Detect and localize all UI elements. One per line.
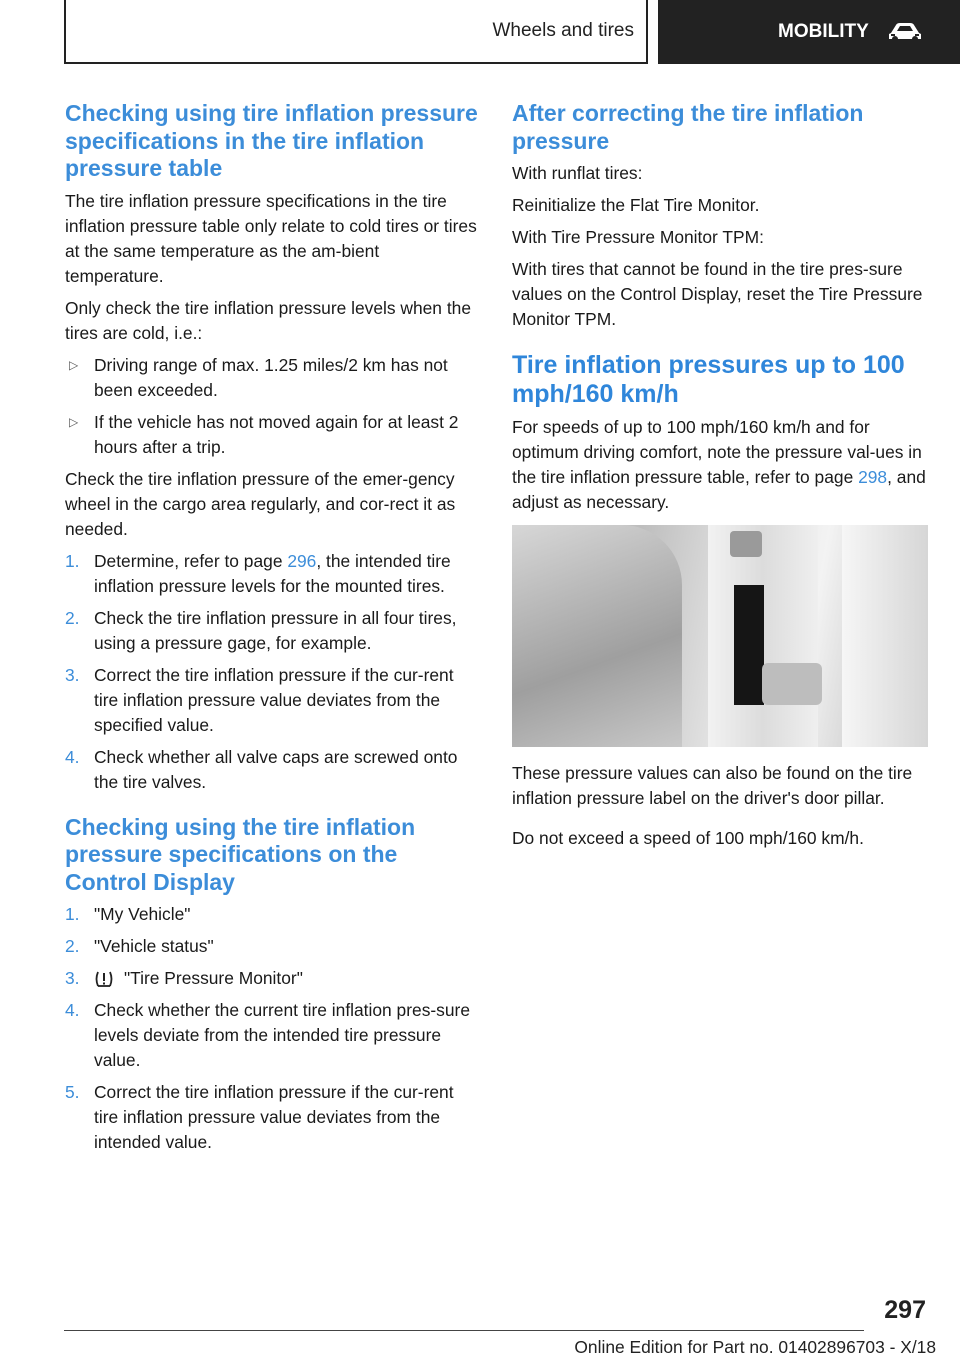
footer-text: Online Edition for Part no. 01402896703 - X/18 [574, 1337, 936, 1357]
door-edge-shape [842, 525, 928, 747]
paragraph [512, 415, 928, 515]
step-item [65, 998, 481, 1073]
right-column [512, 100, 928, 858]
step-text: Correct the tire inflation pressure if the cur-rent tire inflation pressure value deviates from the intended value. [94, 1082, 454, 1152]
step-text: "Tire Pressure Monitor" [124, 968, 303, 988]
heading-display-check: Checking using the tire inflation pressure specifications on the Control Display [65, 813, 416, 895]
list-item-text: If the vehicle has not moved again for at least 2 hours after a trip. [94, 411, 459, 457]
list-item [65, 410, 481, 460]
step-number: 1. [65, 550, 80, 571]
step-text: Check whether all valve caps are screwed onto the tire valves. [94, 746, 458, 792]
step-item [65, 745, 481, 795]
left-column [65, 100, 481, 1162]
seat-shape [512, 525, 682, 747]
step-text: , the intended tire inflation pressure levels for the mounted tires. [94, 550, 451, 596]
heading-pressures-100mph: Tire inflation pressures up to 100 mph/160 km/h [512, 351, 905, 408]
bullet-icon: ▷ [69, 414, 79, 429]
step-text: Correct the tire inflation pressure if the cur-rent tire inflation pressure value deviates from the specified value. [94, 664, 454, 735]
tire-pressure-warning-icon [94, 969, 114, 989]
step-number: 1. [65, 904, 80, 924]
step-item [65, 606, 481, 656]
paragraph: Do not exceed a speed of 100 mph/160 km/h. [512, 828, 864, 848]
section-title: Wheels and tires [492, 20, 634, 41]
step-item [65, 549, 481, 599]
step-item [65, 934, 481, 959]
chapter-title: MOBILITY [778, 21, 869, 42]
footer-divider [64, 1330, 864, 1331]
step-number: 3. [65, 968, 80, 988]
step-item [65, 902, 481, 927]
section-header [64, 0, 648, 64]
page-link[interactable]: 296 [287, 550, 317, 571]
list-item-text: Driving range of max. 1.25 miles/2 km has not been exceeded. [94, 354, 448, 400]
heading-table-check: Checking using tire inflation pressure specifications in the tire inflation pressure table [65, 100, 478, 181]
step-text: Check the tire inflation pressure in all four tires, using a pressure gage, for example. [94, 607, 457, 653]
paragraph: With tires that cannot be found in the tire pres-sure values on the Control Display, reset the Tire Pressure Monitor TPM. [512, 259, 923, 329]
paragraph: Only check the tire inflation pressure levels when the tires are cold, i.e.: [65, 297, 471, 343]
step-number: 4. [65, 746, 80, 767]
chapter-header [658, 0, 960, 64]
paragraph: With runflat tires: [512, 163, 643, 183]
paragraph: The tire inflation pressure specifications in the tire inflation pressure table only relate to cold tires or tires at the same temperature as the am-bient temperature. [65, 190, 477, 286]
paragraph: These pressure values can also be found on the tire inflation pressure label on the driver's door pillar. [512, 763, 913, 808]
step-text: Check whether the current tire inflation pres-sure levels deviate from the intended tire pressure value. [94, 1000, 471, 1070]
page-number: 297 [884, 1296, 926, 1324]
step-number: 3. [65, 664, 80, 685]
paragraph: With Tire Pressure Monitor TPM: [512, 227, 764, 247]
paragraph-text: , and adjust as necessary. [512, 467, 926, 512]
step-item [65, 1080, 481, 1155]
step-number: 5. [65, 1082, 80, 1102]
step-number: 4. [65, 1000, 80, 1020]
paragraph: Reinitialize the Flat Tire Monitor. [512, 195, 760, 215]
paragraph-text: For speeds of up to 100 mph/160 km/h and for optimum driving comfort, note the pressure val-ues in the tire inflation pressure table, refer to page [512, 417, 922, 487]
step-item [65, 663, 481, 738]
list-item [65, 353, 481, 403]
door-latch-shape [730, 531, 762, 557]
pressure-label-shape [734, 585, 764, 705]
door-hinge-shape [762, 663, 822, 705]
step-text: "Vehicle status" [94, 936, 214, 956]
bullet-icon: ▷ [69, 357, 79, 372]
step-number: 2. [65, 607, 80, 628]
paragraph: Check the tire inflation pressure of the emer-gency wheel in the cargo area regularly, and cor-rect it as needed. [65, 468, 456, 539]
door-pillar-photo [512, 525, 928, 747]
step-number: 2. [65, 936, 80, 956]
car-icon [887, 21, 923, 43]
page-link[interactable]: 298 [858, 467, 888, 487]
heading-after-correcting: After correcting the tire inflation pressure [512, 100, 864, 154]
step-text: "My Vehicle" [94, 904, 191, 924]
step-text: Determine, refer to page [94, 550, 288, 571]
step-item [65, 966, 481, 991]
